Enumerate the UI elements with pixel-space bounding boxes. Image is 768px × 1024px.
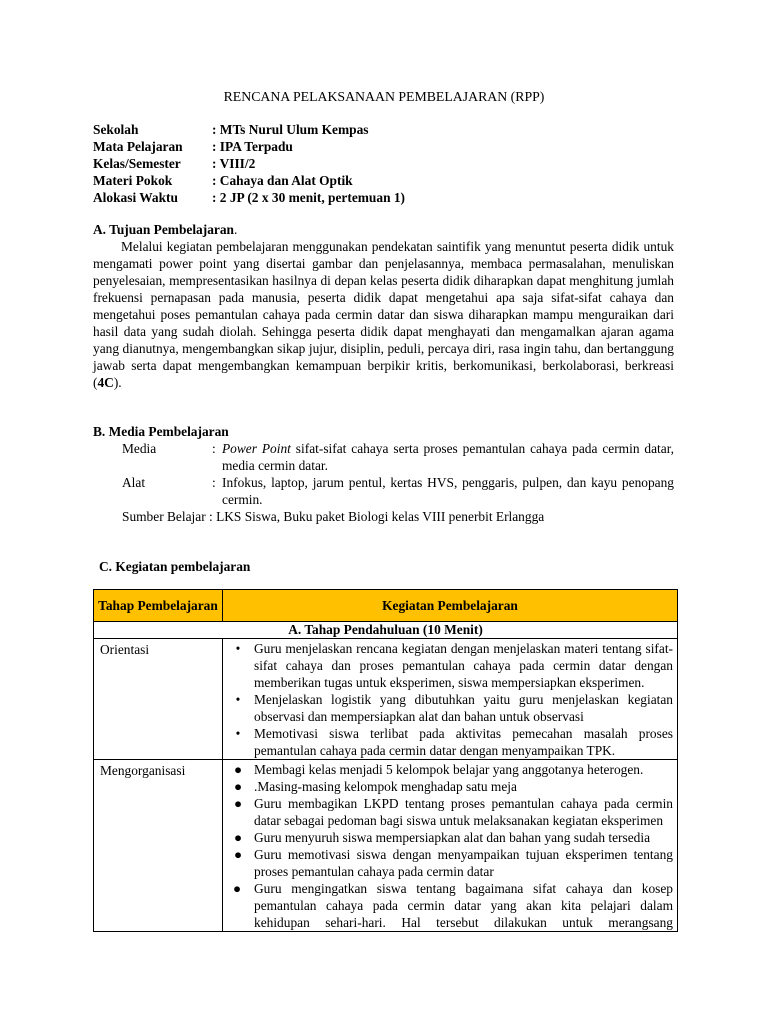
bullet-icon: • [235,726,241,741]
identity-value: : Cahaya dan Alat Optik [212,173,353,188]
list-item [227,778,673,795]
section-a-body: Melalui kegiatan pembelajaran menggunakan pendekatan saintifik yang menuntut peserta didik untuk mengamati power point yang disertai gambar dan penjelasannya, membaca permasalahan, menuliskan penyelesaian, mempresentasikan hasilnya di depan kelas peserta didik diharapkan dapat menghitung jumlah frekuensi pernapasan pada manusia, peserta didik dapat mengetahui apa saja sifat-sifat cahaya dan mengetahui poses pemantulan cahaya pada cermin datar dan siswa diharapkan mampu menguraikan dari hasil data yang sudah diolah. Sehingga peserta didik dapat menghayati dan mengamalkan ajaran agama yang dianutnya, mengembangkan sikap jujur, disiplin, peduli, percaya diri, rasa ingin tahu, dan bertanggung jawab serta dapat mengembangkan kemampuan berpikir kritis, berkomunikasi, berkolaborasi, berkreasi ( [93,239,674,390]
activity-text: Guru memotivasi siswa dengan menyampaikan tujuan eksperimen tentang proses pemantulan cahaya pada cermin datar [254,847,673,879]
activity-text: Guru membagikan LKPD tentang proses pemantulan cahaya pada cermin datar sebagai pedoman bagi siswa untuk melaksanakan kegiatan eksperimen [254,796,673,828]
alat-text: Infokus, laptop, jarum pentul, kertas HVS, penggaris, pulpen, dan kayu penopang cermin. [222,475,674,507]
section-a-heading [93,221,237,238]
bullet-icon: ● [233,830,243,845]
activity-text: Membagi kelas menjadi 5 kelompok belajar yang anggotanya heterogen. [254,762,644,777]
activity-text: Memotivasi siswa terlibat pada aktivitas pemecahan masalah proses pemantulan cahaya pada cermin datar dengan menyampaikan TPK. [254,726,673,758]
activity-text: Guru mengingatkan siswa tentang bagaimana sifat cahaya dan kosep pemantulan cahaya pada cermin datar yang akan kita pelajari dalam kehidupan sehari-hari. Hal tersebut dilakukan untuk merangsang [254,881,673,930]
section-a-paragraph [93,238,674,391]
table-row [94,760,678,932]
list-item [227,761,673,778]
alat-row [122,474,674,508]
list-item [227,640,673,691]
activity-list [227,761,673,931]
identity-row-kelas-semester [93,155,405,172]
list-item [227,795,673,829]
identity-value: : MTs Nurul Ulum Kempas [212,122,369,137]
media-description: sifat-sifat cahaya serta proses pemantulan cahaya pada cermin datar, media cermin datar. [222,441,674,473]
bullet-icon: • [235,641,241,656]
header-tahap: Tahap Pembelajaran [94,590,223,622]
identity-label: Kelas/Semester [93,156,181,171]
media-label: Media [122,441,157,456]
alat-label: Alat [122,475,146,490]
activity-text: Guru menyuruh siswa mempersiapkan alat dan bahan yang sudah tersedia [254,830,651,845]
identity-value: : IPA Terpadu [212,139,293,154]
identity-label: Alokasi Waktu [93,190,178,205]
media-block [122,440,674,525]
list-item [227,880,673,931]
identity-row-mata-pelajaran [93,138,405,155]
sumber-belajar: Sumber Belajar : LKS Siswa, Buku paket Biologi kelas VIII penerbit Erlangga [122,509,545,524]
learning-activities-table [93,589,678,932]
media-italic: Power Point [222,441,291,456]
phase-row [94,622,678,639]
section-a-heading-text: A. Tujuan Pembelajaran [93,222,234,237]
identity-label: Materi Pokok [93,173,173,188]
bullet-icon: ● [233,847,243,862]
list-item [227,691,673,725]
bullet-icon: ● [233,796,243,811]
table-row [94,639,678,760]
kegiatan-cell [223,639,678,760]
identity-value: : VIII/2 [212,156,256,171]
section-b-heading: B. Media Pembelajaran [93,424,229,439]
bullet-icon: • [235,692,241,707]
identity-value: : 2 JP (2 x 30 menit, pertemuan 1) [212,190,406,205]
activity-list [227,640,673,759]
document-title: RENCANA PELAKSANAAN PEMBELAJARAN (RPP) [223,89,545,104]
identity-row-sekolah [93,121,405,138]
bullet-icon: ● [233,779,243,794]
media-row [122,440,674,474]
list-item [227,829,673,846]
identity-label: Sekolah [93,122,139,137]
kegiatan-cell [223,760,678,932]
section-a-body-end: ). [113,375,122,390]
identity-block [93,121,405,206]
bullet-icon: ● [233,762,243,777]
phase-pendahuluan: A. Tahap Pendahuluan (10 Menit) [94,622,678,639]
identity-label: Mata Pelajaran [93,139,183,154]
media-text [222,440,674,474]
tahap-cell: Mengorganisasi [94,760,223,932]
table-header-row [94,590,678,622]
section-c-heading: C. Kegiatan pembelajaran [99,559,251,574]
section-a-heading-period: . [234,222,238,237]
tahap-cell: Orientasi [94,639,223,760]
bullet-icon: ● [233,881,242,896]
section-a-body-bold: 4C [97,375,114,390]
alat-colon: : [212,475,216,490]
media-colon: : [212,441,216,456]
activity-text: Guru menjelaskan rencana kegiatan dengan menjelaskan materi tentang sifat-sifat cahaya dan proses pemantulan cahaya pada cermin datar dengan memberikan tugas untuk eksperimen, siswa mempersiapkan eksperimen. [254,641,673,690]
identity-row-alokasi-waktu [93,189,405,206]
header-kegiatan: Kegiatan Pembelajaran [223,590,678,622]
list-item [227,846,673,880]
list-item [227,725,673,759]
activity-text: Menjelaskan logistik yang dibutuhkan yaitu guru menjelaskan kegiatan observasi dan mempersiapkan alat dan bahan untuk observasi [254,692,673,724]
activity-text: .Masing-masing kelompok menghadap satu meja [254,779,517,794]
identity-row-materi-pokok [93,172,405,189]
